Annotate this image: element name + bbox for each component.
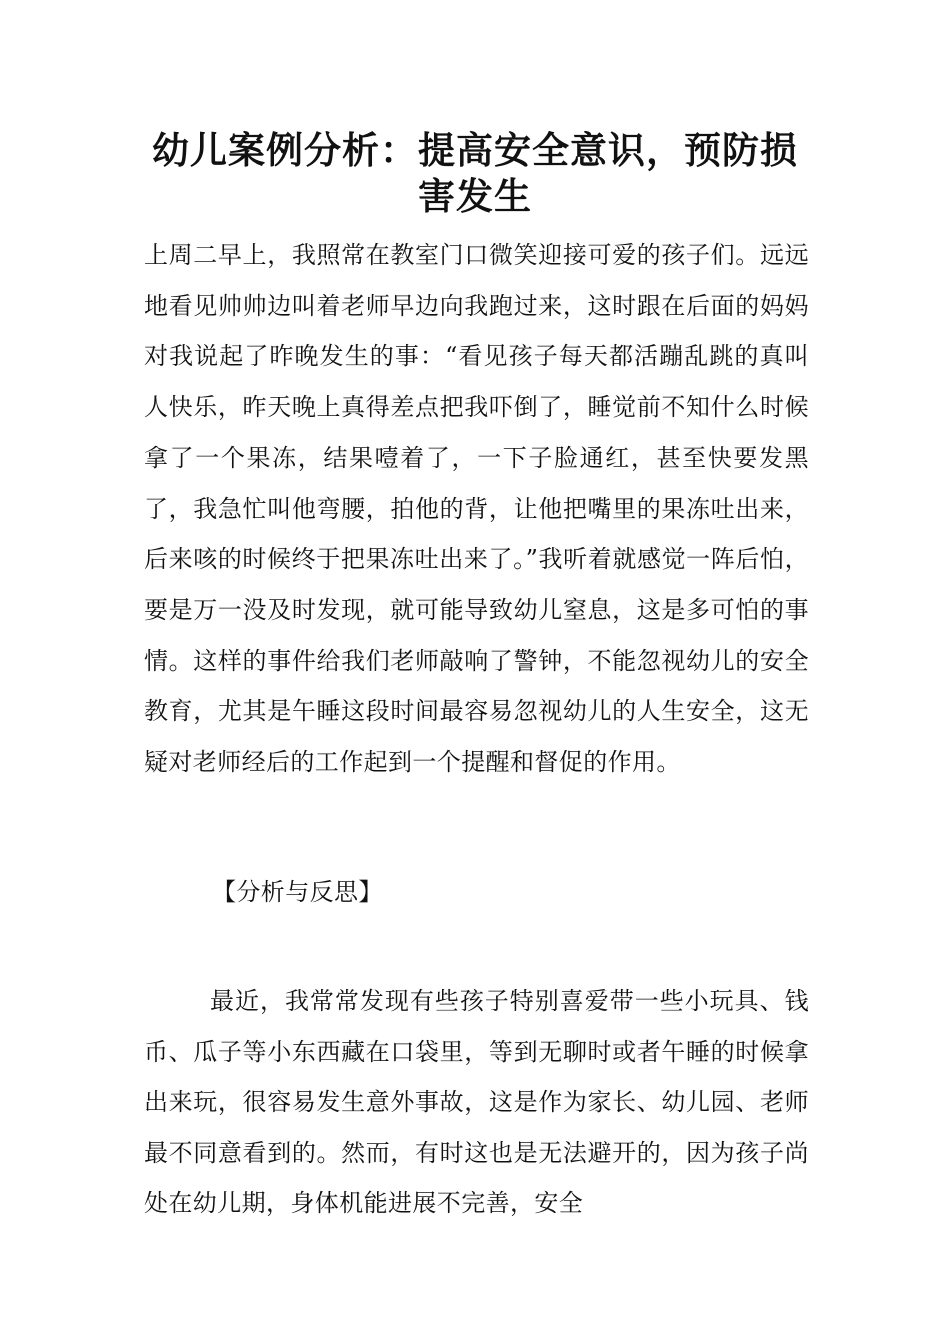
paragraph-incident: 上周二早上，我照常在教室门口微笑迎接可爱的孩子们。远远地看见帅帅边叫着老师早边向我跑过来，这时跟在后面的妈妈对我说起了昨晚发生的事：“看见孩子每天都活蹦乱跳的真叫人快乐，昨天晚上真得差点把我吓倒了，睡觉前不知什么时候拿了一个果冻，结果噎着了，一下子脸通红，甚至快要发黑了，我急忙叫他弯腰，拍他的背，让他把嘴里的果冻吐出来，后来咳的时候终于把果冻吐出来了。”我听着就感觉一阵后怕，要是万一没及时发现，就可能导致幼儿窒息，这是多可怕的事情。这样的事件给我们老师敲响了警钟，不能忽视幼儿的安全教育，尤其是午睡这段时间最容易忽视幼儿的人生安全，这无疑对老师经后的工作起到一个提醒和督促的作用。 [144, 241, 809, 777]
paragraph-reflection: 最近，我常常发现有些孩子特别喜爱带一些小玩具、钱币、瓜子等小东西藏在口袋里，等到无聊时或者午睡的时候拿出来玩，很容易发生意外事故，这是作为家长、幼儿园、老师最不同意看到的。然而，有时这也是无法避开的，因为孩子尚处在幼儿期，身体机能进展不完善，安全 [144, 987, 809, 1217]
document-title: 幼儿案例分析：提高安全意识，预防损害发生 [152, 129, 798, 218]
section-heading: 【分析与反思】 [212, 878, 383, 906]
